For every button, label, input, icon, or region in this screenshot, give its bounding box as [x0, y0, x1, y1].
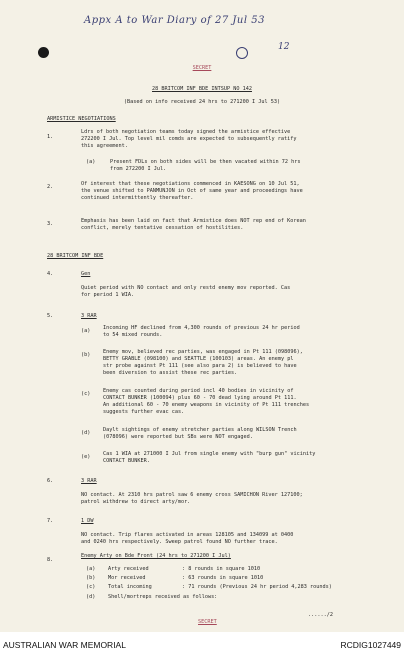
para-text: 272200 I Jul. Top level mil comds are expected to subsequently ratify: [81, 136, 297, 142]
security-stamp-top: SECRET: [192, 65, 212, 71]
para-text: this agreement.: [81, 143, 128, 149]
sub-para-text: An additional 60 - 70 enemy weapons in vicinity of Pt 111 trenches: [103, 402, 310, 408]
para-number: 2.: [47, 184, 54, 190]
para-text: Quiet period with NO contact and only restd enemy mov reported. Cas: [81, 285, 291, 291]
handwritten-circle-mark: [236, 47, 248, 59]
sub-para-value: : 63 rounds in square 1010: [182, 575, 264, 581]
sub-para-letter: (a): [86, 566, 96, 572]
handwritten-page-number: 12: [278, 42, 290, 52]
para-text: conflict, merely tentative cessation of hostilities.: [81, 225, 244, 231]
sub-para-text: Enemy mov, believed rec parties, was engaged in Pt 111 (098096),: [103, 349, 303, 355]
para-number: 8.: [47, 557, 54, 563]
sub-para-text: CONTACT BUNKER.: [103, 458, 150, 464]
archive-footer: [0, 634, 404, 654]
sub-para-text: (078096) were reported but SBs were NOT engaged.: [103, 434, 253, 440]
document-title: 28 BRITCOM INF BDE INTSUP NO 142: [152, 86, 252, 92]
punch-hole: [38, 47, 49, 58]
para-number: 6.: [47, 478, 54, 484]
section-heading-bde: 28 BRITCOM INF BDE: [47, 253, 104, 259]
para-number: 7.: [47, 518, 54, 524]
para-title: 3 RAR: [81, 478, 97, 484]
sub-para-letter: (a): [81, 328, 91, 334]
sub-para-text: Cas 1 WIA at 271000 I Jul from single enemy with "burp gun" vicinity: [103, 451, 316, 457]
para-text: Ldrs of both negotiation teams today signed the armistice effective: [81, 129, 291, 135]
para-title: Enemy Arty on Bde Front (24 hrs to 271200 I Jul): [81, 553, 231, 559]
sub-para-text: to 54 mixed rounds.: [103, 332, 163, 338]
sub-para-text: CONTACT BUNKER (100094) plus 60 - 70 dead lying around Pt 111.: [103, 395, 297, 401]
sub-para-letter: (a): [86, 159, 96, 165]
document-subtitle: (Based on info received 24 hrs to 271200 I Jul 53): [123, 99, 281, 105]
para-text: Of interest that these negotiations commenced in KAESONG on 10 Jul 51,: [81, 181, 300, 187]
security-stamp-bottom: SECRET: [198, 619, 217, 625]
sub-para-text: BETTY GRABLE (098100) and SEATTLE (100103) areas. An enemy pl: [103, 356, 294, 362]
sub-para-value: : 8 rounds in square 1010: [182, 566, 261, 572]
para-text: the venue shifted to PANMUNJON in Oct of same year and proceedings have: [81, 188, 303, 194]
para-text: patrol withdrew to direct arty/mor.: [81, 499, 191, 505]
sub-para-text: been diversion to assist these rec parties.: [103, 370, 238, 376]
handwritten-annotation: Appx A to War Diary of 27 Jul 53: [84, 15, 265, 26]
para-number: 5.: [47, 313, 54, 319]
sub-para-letter: (d): [86, 594, 96, 600]
sub-para-letter: (c): [81, 391, 91, 397]
sub-para-letter: (e): [81, 454, 91, 460]
sub-para-letter: (b): [86, 575, 96, 581]
archive-name: AUSTRALIAN WAR MEMORIAL: [3, 640, 126, 650]
sub-para-text: Incoming HF declined from 4,300 rounds of previous 24 hr period: [103, 325, 300, 331]
sub-para-text: Shell/mortreps received as follows:: [108, 594, 218, 600]
sub-para-letter: (d): [81, 430, 91, 436]
para-title: 1 DW: [81, 518, 94, 524]
para-text: NO contact. At 2310 hrs patrol saw 6 enemy cross SAMICHON River 127100;: [81, 492, 303, 498]
para-text: Emphasis has been laid on fact that Armistice does NOT rep end of Korean: [81, 218, 306, 224]
sub-para-value: : 71 rounds (Previous 24 hr period 4,283 rounds): [182, 584, 332, 590]
sub-para-text: Mor received: [108, 575, 146, 581]
continuation-marker: ....../2: [308, 612, 333, 618]
sub-para-text: Enemy cas counted during period incl 40 bodies in vicinity of: [103, 388, 294, 394]
para-number: 1.: [47, 134, 54, 140]
sub-para-text: suggests further evac cas.: [103, 409, 185, 415]
sub-para-text: str probe against Pt 111 (see also para 2) is believed to have: [103, 363, 297, 369]
para-title: Gen: [81, 271, 91, 277]
para-title: 3 RAR: [81, 313, 97, 319]
para-number: 4.: [47, 271, 54, 277]
para-text: and 0240 hrs respectively. Sweep patrol found NO further trace.: [81, 539, 278, 545]
sub-para-text: Total incoming: [108, 584, 152, 590]
section-heading-armistice: ARMISTICE NEGOTIATIONS: [47, 116, 116, 122]
sub-para-letter: (c): [86, 584, 96, 590]
para-number: 3.: [47, 221, 54, 227]
archive-reference: RCDIG1027449: [340, 640, 401, 650]
sub-para-text: Daylt sightings of enemy stretcher parties along WILSON Trench: [103, 427, 297, 433]
sub-para-letter: (b): [81, 352, 91, 358]
sub-para-text: from 272200 I Jul.: [110, 166, 167, 172]
para-text: for period 1 WIA.: [81, 292, 135, 298]
sub-para-text: Arty received: [108, 566, 149, 572]
sub-para-text: Present FDLs on both sides will be then vacated within 72 hrs: [110, 159, 301, 165]
para-text: continued intermittently thereafter.: [81, 195, 194, 201]
para-text: NO contact. Trip flares activated in areas 128105 and 134099 at 0400: [81, 532, 294, 538]
